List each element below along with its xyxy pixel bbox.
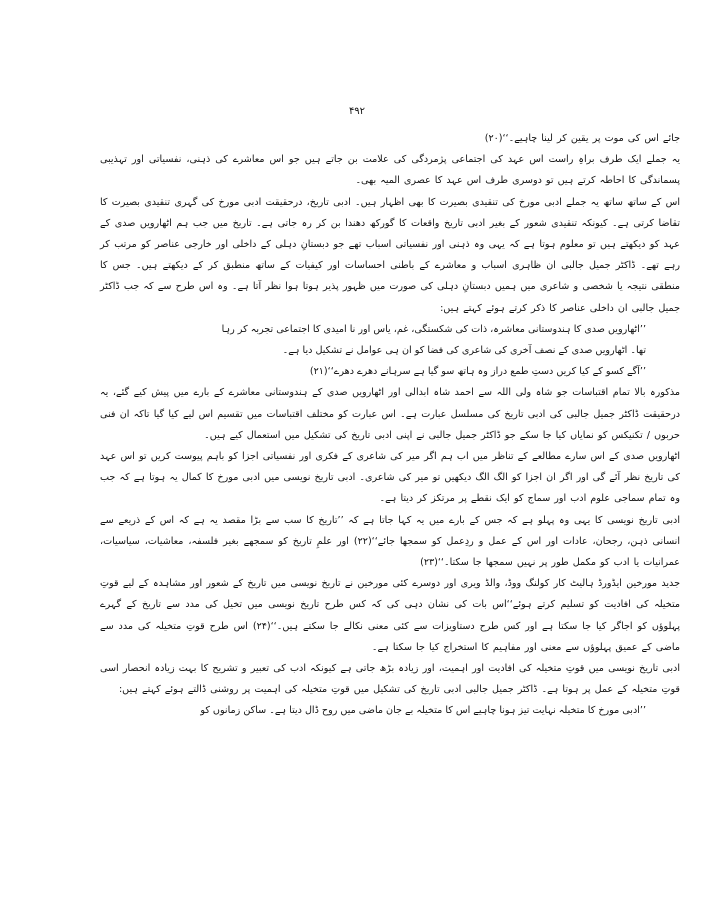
paragraph: ادبی تاریخ نویسی میں قوتِ متخیلہ کی افادیت اور اہمیت، اور زیادہ بڑھ جاتی ہے کیونکہ ادب کی تعبیر و تشریح کا بہت زیادہ انحصار اسی قوتِ متخیلہ کے عمل پر ہوتا ہے۔ ڈاکٹر جمیل جالبی ادبی تاریخ کی تشکیل میں قوتِ متخیلہ کی اہمیت پر روشنی ڈالتے ہوئے کہتے ہیں: xyxy=(100,663,680,696)
paragraph: ادبی تاریخ نویسی کا یہی وہ پہلو ہے کہ جس کے بارے میں یہ کہا جاتا ہے کہ ’’تاریخ کا سب سے بڑا مقصد یہ ہے کہ اس کے ذریعے سے انسانی ذہن، رجحان، عادات اور اس کے عمل و ردِعمل کو سمجھا جائے‘‘(۲۲) اور علمِ تاریخ کو سمجھے بغیر فلسفہ، معاشیات، سیاسیات، عمرانیات یا ادب کو مکمل طور پر نہیں سمجھا جا سکتا۔‘‘(۲۳) xyxy=(100,514,680,569)
block-quote-line: ’’ادبی مورخ کا متخیلہ نہایت تیز ہونا چاہیے اس کا متخیلہ بے جان ماضی میں روح ڈال دیتا ہے۔ ساکن زمانوں کو xyxy=(200,705,646,717)
paragraph: جائے اس کی موت پر یقین کر لینا چاہیے۔‘‘(۲۰) xyxy=(484,133,680,144)
body-text xyxy=(100,122,680,722)
block-quote-line: ’’اٹھارویں صدی کا ہندوستانی معاشرہ، ذات کی شکستگی، غم، یاس اور نا امیدی کا اجتماعی تجربہ کر رہا xyxy=(221,323,646,335)
block-quote-line: ’’آگے کسو کے کیا کریں دستِ طمع دراز وہ ہاتھ سو گیا ہے سرہانے دھرے دھرے‘‘(۲۱) xyxy=(309,366,646,378)
page-number: ۴۹۲ xyxy=(348,106,366,117)
paragraph: اس کے ساتھ ساتھ یہ جملے ادبی مورخ کی تنقیدی بصیرت کا بھی اظہار ہیں۔ ادبی تاریخ، درحقیقت ادبی مورخ کی گہری تنقیدی بصیرت کا تقاضا کرتی ہے۔ کیونکہ تنقیدی شعور کے بغیر ادبی تاریخ واقعات کا گورکھ دھندا بن کر رہ جاتی ہے۔ تاریخ میں جب ہم اٹھارویں صدی کے عہد کو دیکھتے ہیں تو معلوم ہوتا ہے کہ یہی وہ ذہنی اور نفسیاتی اسباب تھے جو دبستانِ دہلی کے داخلی اور خارجی عناصر کو مرتب کر رہے تھے۔ ڈاکٹر جمیل جالبی ان ظاہری اسباب و معاشرے کے باطنی احساسات اور کیفیات کے ساتھ منطبق کر کے دیکھتے ہیں۔ جس کا منطقی نتیجہ یا شخصی و شاعری میں ہمیں دبستانِ دہلی کی صورت میں ظہور پذیر ہوتا ہوا نظر آتا ہے۔ وہ اس طرح سے کہ جب ڈاکٹر جمیل جالبی ان داخلی عناصر کا ذکر کرتے ہوئے کہتے ہیں: xyxy=(100,196,680,314)
block-quote-line: تھا۔ اٹھارویں صدی کے نصف آخری کی شاعری کی فضا کو ان ہی عوامل نے تشکیل دیا ہے۔ xyxy=(282,345,646,357)
paragraph: مذکورہ بالا تمام اقتباسات جو شاہ ولی اللہ سے احمد شاہ ابدالی اور اٹھارویں صدی کے ہندوستانی معاشرے کے بارے میں پیش کیے گئے، یہ درحقیقت ڈاکٹر جمیل جالبی کی ادبی تاریخ کی مسلسل عبارت ہے۔ اس عبارت کو مختلف اقتباسات میں تقسیم اس لیے کیا گیا تاکہ ان فنی حربوں / تکنیکس کو نمایاں کیا جا سکے جو ڈاکٹر جمیل جالبی نے اپنی ادبی تاریخ کی تشکیل میں استعمال کیے ہیں۔ xyxy=(100,387,680,441)
paragraph: یہ جملے ایک طرف براہِ راست اس عہد کی اجتماعی پژمردگی کی علامت بن جاتے ہیں جو اس معاشرے کی ذہنی، نفسیاتی اور تہذیبی پسماندگی کا احاطہ کرتے ہیں تو دوسری طرف اس عہد کا عصری المیہ بھی۔ xyxy=(100,154,680,187)
paragraph: اٹھارویں صدی کے اس سارے مطالعے کے تناظر میں اب ہم اگر میر کی شاعری کے فکری اور نفسیاتی اجزا کو باہم پیوست کریں تو اس عہد کی تاریخ نظر آئے گی اور اگر ان اجزا کو الگ الگ دیکھیں تو میر کی شاعری۔ ادبی تاریخ نویسی میں ادبی مورخ کا کمال یہ ہوتا ہے کہ جب وہ تمام سماجی علوم ادب اور سماج کو ایک نقطے پر مرتکز کر دیتا ہے۔ xyxy=(100,451,680,505)
paragraph: جدید مورخین ایڈورڈ ہالیٹ کار کولنگ ووڈ، والڈ ویری اور دوسرے کئی مورخین نے تاریخ نویسی میں تاریخ کے شعور اور مشاہدہ کے لیے قوتِ متخیلہ کی افادیت کو تسلیم کرتے ہوئے‘‘اس بات کی نشان دہی کی کہ کس طرح تاریخ نویسی میں تخیل کی مدد سے تاریخ کے گہرے پہلوؤں کو اجاگر کیا جا سکتا ہے اور کس طرح دستاویزات سے کئی معنی نکالے جا سکتے ہیں۔‘‘(۲۴) اس طرح قوتِ متخیلہ کی مدد سے ماضی کے عمیق پہلوؤں سے معنی اور مفاہیم کا استخراج کیا جا سکتا ہے۔ xyxy=(100,578,680,653)
